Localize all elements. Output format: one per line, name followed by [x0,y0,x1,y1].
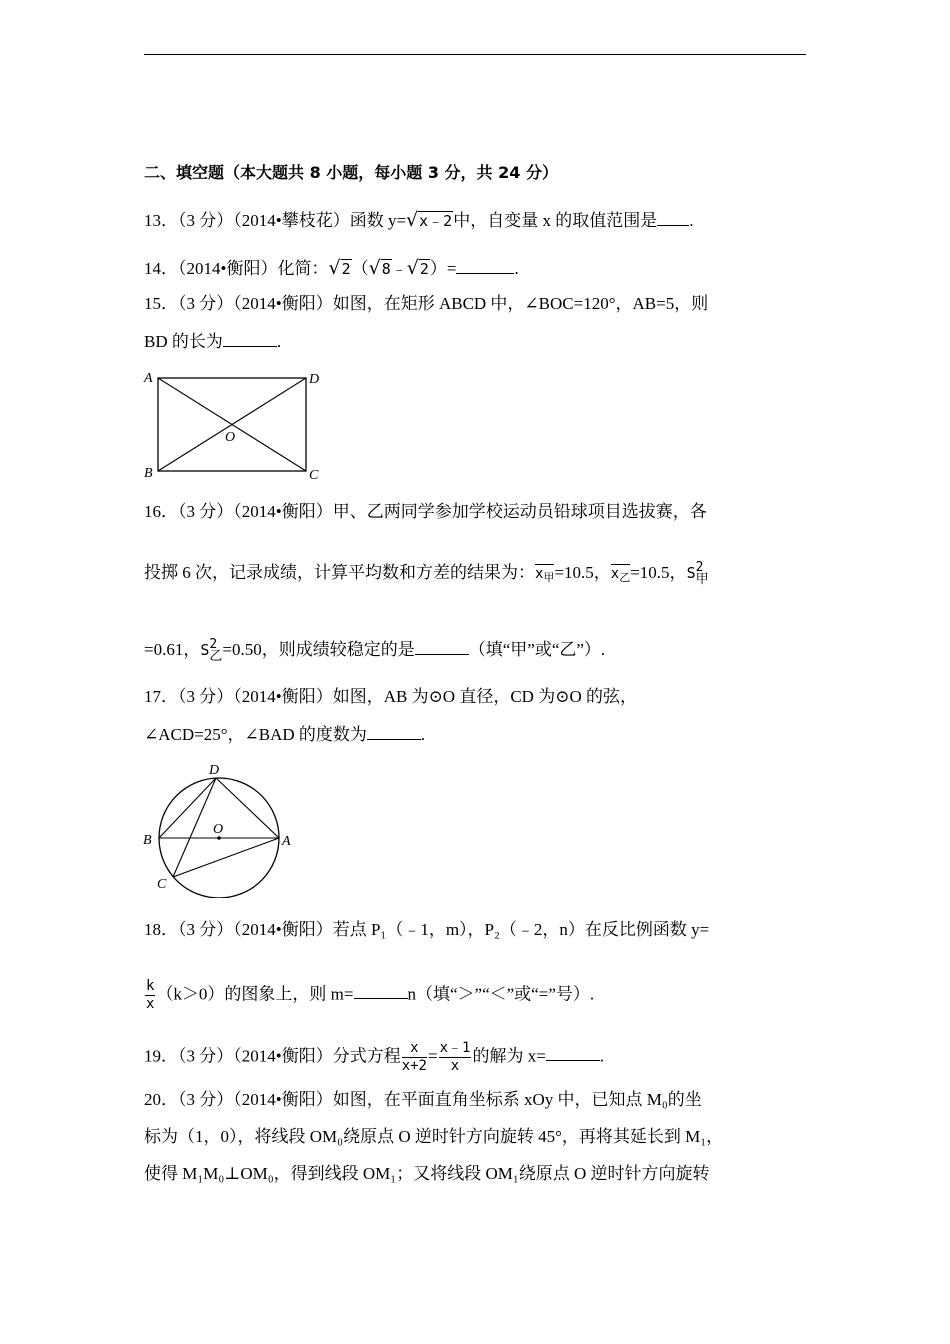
label-o: O [225,430,236,445]
question-15-line2: BD 的长为 . [144,332,282,351]
question-15-line1: 15．（3 分）（2014•衡阳）如图，在矩形 ABCD 中，∠BOC=120°，AB=5，则 [144,294,709,313]
question-18-line2: $\frac{k}{x}$ （k＞0）的图象上，则 m= n（填“＞”“＜”或“=”号）. [146,978,595,1012]
question-18-line1: 18．（3 分）（2014•衡阳）若点 P₁（﹣1，m），P₂（﹣2，n）在反比例函数 y= [144,920,710,939]
sqrt-expression: √x﹣2 [406,209,453,231]
section-title: 二、填空题（本大题共 8 小题，每小题 3 分，共 24 分） [144,163,558,182]
sqrt-8: √8 [368,257,391,279]
label-b: B [143,833,152,848]
question-20-line3: 使得 M₁M₀⊥OM₀，得到线段 OM₁；又将线段 OM₁绕原点 O 逆时针方向旋转 [144,1164,710,1183]
label-d: D [309,372,320,387]
label-a: A [282,834,291,849]
label-c: C [157,877,167,892]
question-16-line1: 16．（3 分）（2014•衡阳）甲、乙两同学参加学校运动员铅球项目选拔赛，各 [144,502,707,521]
rectangle-figure [140,366,330,486]
fraction-left: $\frac{x}{x+2}$ [401,1040,427,1074]
label-b: B [144,466,153,481]
variance-yi-sub: 2 乙 [209,637,223,665]
chord-ca [173,838,279,877]
answer-blank[interactable] [657,209,689,226]
question-20-line1: 20．（3 分）（2014•衡阳）如图，在平面直角坐标系 xOy 中，已知点 M₀的坐 [144,1090,702,1109]
variance-jia-sub: 2 甲 [695,560,709,588]
question-16-line3: =0.61，S 2 乙 =0.50，则成绩较稳定的是 （填“甲”或“乙”）. [144,637,606,665]
answer-blank[interactable] [354,982,408,999]
question-13: 13．（3 分）（2014•攀枝花）函数 y=√x﹣2中，自变量 x 的取值范围是 . [144,209,694,231]
circle-figure [140,758,300,898]
answer-blank[interactable] [367,723,421,740]
question-17-line2: ∠ACD=25°，∠BAD 的度数为 . [144,725,426,744]
question-14: 14．（2014•衡阳）化简：√2（√8﹣√2）= . [144,257,519,279]
question-16-line2: 投掷 6 次，记录成绩，计算平均数和方差的结果为：$x_甲=10.5$，$x_乙=10.5$，S 2 甲 [144,560,709,588]
label-c: C [309,468,319,483]
mean-jia: $x_甲$ [535,566,555,584]
answer-blank[interactable] [223,330,277,347]
mean-yi: $x_乙$ [610,566,631,584]
header-rule [144,54,806,55]
sqrt-2b: √2 [406,257,429,279]
label-o: O [213,822,224,837]
label-d: D [209,763,220,778]
question-19: 19．（3 分）（2014•衡阳）分式方程 $\frac{x}{x+2}$ = $\frac{x﹣1}{x}$ 的解为 x= . [144,1040,605,1074]
answer-blank[interactable] [415,638,469,655]
fraction-right: $\frac{x﹣1}{x}$ [439,1040,471,1074]
question-20-line2: 标为（1，0），将线段 OM₀绕原点 O 逆时针方向旋转 45°，再将其延长到 M₁， [144,1127,724,1146]
chord-da [216,778,279,838]
answer-blank[interactable] [546,1044,600,1061]
fraction-k-over-x: $\frac{k}{x}$ [146,978,155,1012]
answer-blank[interactable] [456,257,514,274]
question-17-line1: 17．（3 分）（2014•衡阳）如图，AB 为⊙O 直径，CD 为⊙O 的弦， [144,687,637,706]
label-a: A [144,371,153,386]
sqrt-2: √2 [328,257,351,279]
